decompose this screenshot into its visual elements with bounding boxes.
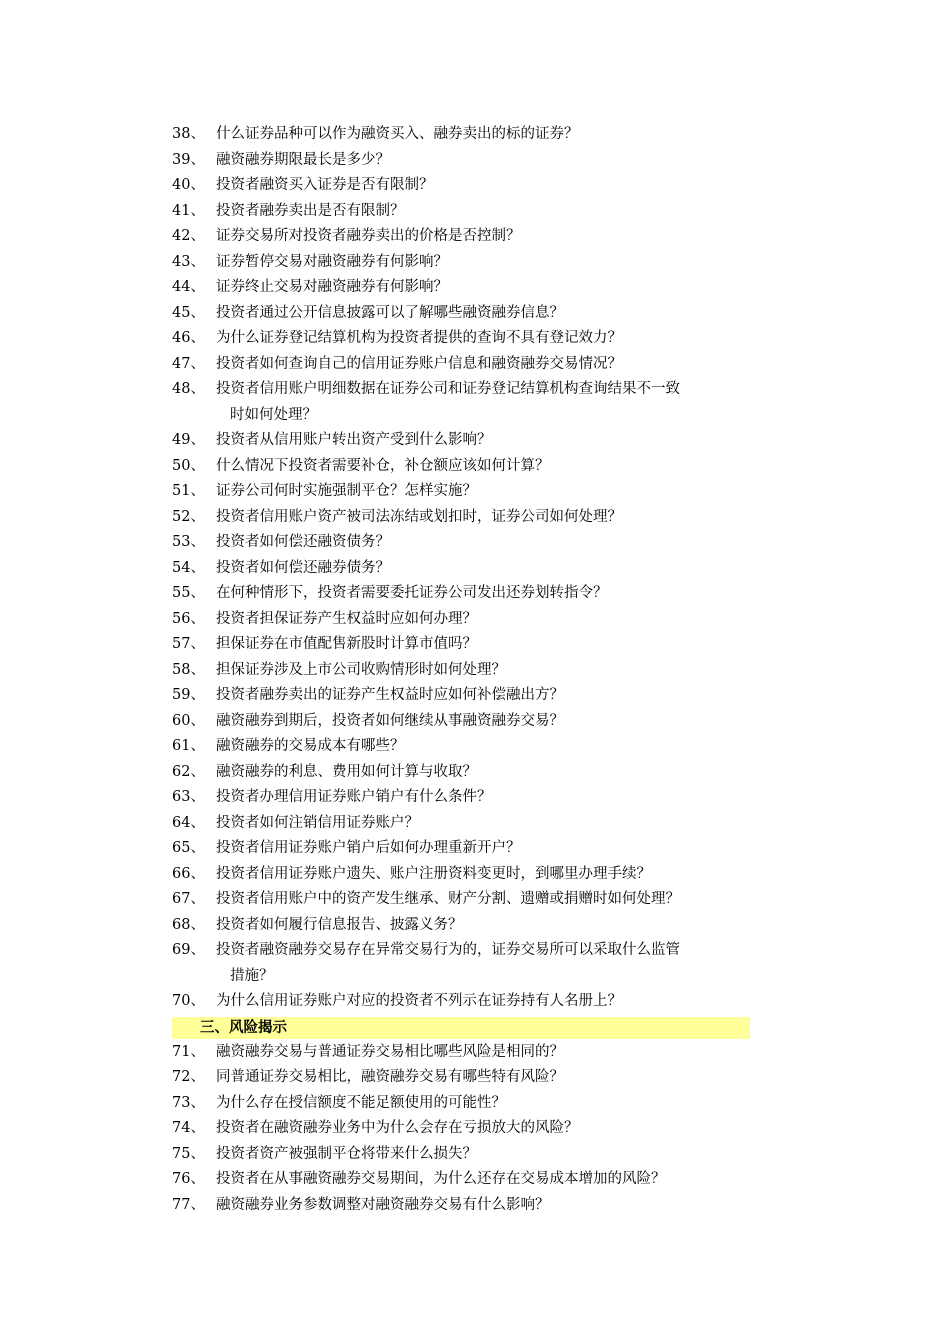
item-question-text: 投资者如何履行信息报告、披露义务？ [216, 916, 463, 933]
item-question [216, 938, 752, 989]
item-number: 77、 [172, 1196, 205, 1213]
item-question-text: 融资融券到期后，投资者如何继续从事融资融券交易？ [216, 712, 564, 729]
list-item [172, 301, 752, 327]
item-question-text: 投资者从信用账户转出资产受到什么影响？ [216, 432, 492, 448]
list-item [172, 938, 752, 989]
item-question [216, 836, 752, 862]
item-question [216, 275, 752, 301]
item-question-continuation: 时如何处理？ [230, 406, 317, 423]
item-question-text: 投资者信用账户资产被司法冻结或划扣时，证券公司如何处理？ [216, 508, 622, 525]
item-question-text: 担保证券涉及上市公司收购情形时如何处理？ [216, 661, 506, 678]
list-item [172, 1193, 752, 1219]
list-item [172, 530, 752, 556]
question-group-risk [172, 1040, 752, 1219]
list-item [172, 734, 752, 760]
list-item [172, 352, 752, 378]
item-question [216, 1116, 752, 1142]
item-question-text: 为什么信用证券账户对应的投资者不列示在证券持有人名册上？ [216, 993, 622, 1009]
item-question [216, 326, 752, 352]
item-question [216, 250, 752, 276]
list-item [172, 250, 752, 276]
item-question [216, 1065, 752, 1091]
item-number: 40、 [172, 177, 205, 193]
list-item [172, 760, 752, 786]
item-number: 71、 [172, 1043, 205, 1060]
list-item [172, 1040, 752, 1066]
item-question-text: 担保证券在市值配售新股时计算市值吗？ [216, 636, 477, 652]
list-item [172, 632, 752, 658]
item-question-text: 投资者融券卖出是否有限制？ [216, 202, 405, 219]
list-item [172, 1116, 752, 1142]
item-number: 70、 [172, 993, 205, 1009]
list-item [172, 173, 752, 199]
item-number: 59、 [172, 687, 205, 703]
list-item [172, 785, 752, 811]
list-item [172, 887, 752, 913]
item-number: 49、 [172, 432, 205, 448]
item-question-text: 投资者办理信用证券账户销户有什么条件？ [216, 789, 492, 805]
item-question [216, 377, 752, 428]
list-item [172, 862, 752, 888]
item-question-text: 什么证券品种可以作为融资买入、融券卖出的标的证券？ [216, 126, 579, 142]
list-item [172, 683, 752, 709]
item-question-text: 投资者融资融券交易存在异常交易行为的，证券交易所可以采取什么监管 [216, 942, 680, 958]
item-question [216, 683, 752, 709]
item-question-text: 投资者如何查询自己的信用证券账户信息和融资融券交易情况？ [216, 355, 622, 372]
item-number: 76、 [172, 1171, 205, 1187]
item-number: 68、 [172, 916, 205, 933]
list-item [172, 1167, 752, 1193]
item-question [216, 352, 752, 378]
item-question [216, 734, 752, 760]
list-item [172, 709, 752, 735]
item-number: 43、 [172, 253, 205, 270]
item-question-text: 投资者信用证券账户销户后如何办理重新开户？ [216, 840, 521, 856]
item-question [216, 428, 752, 454]
list-item [172, 148, 752, 174]
item-question-text: 融资融券期限最长是多少？ [216, 151, 390, 168]
item-question-text: 投资者资产被强制平仓将带来什么损失？ [216, 1145, 477, 1162]
list-item [172, 275, 752, 301]
list-item [172, 836, 752, 862]
list-item [172, 454, 752, 480]
item-question-text: 融资融券业务参数调整对融资融券交易有什么影响？ [216, 1196, 550, 1213]
list-item [172, 428, 752, 454]
item-question [216, 479, 752, 505]
item-number: 65、 [172, 840, 205, 856]
item-question [216, 1142, 752, 1168]
item-question-text: 证券公司何时实施强制平仓？怎样实施？ [216, 483, 477, 499]
item-question [216, 505, 752, 531]
item-question-text: 投资者通过公开信息披露可以了解哪些融资融券信息？ [216, 304, 564, 321]
item-question [216, 913, 752, 939]
item-number: 61、 [172, 738, 205, 754]
item-number: 58、 [172, 661, 205, 678]
list-item [172, 326, 752, 352]
item-number: 50、 [172, 457, 205, 474]
list-item [172, 377, 752, 428]
item-question-text: 投资者担保证券产生权益时应如何办理？ [216, 610, 477, 627]
list-item [172, 122, 752, 148]
item-question-text: 证券终止交易对融资融券有何影响？ [216, 279, 448, 295]
item-number: 64、 [172, 814, 205, 831]
item-number: 54、 [172, 559, 205, 576]
list-item [172, 199, 752, 225]
item-number: 67、 [172, 891, 205, 907]
list-item [172, 1065, 752, 1091]
item-number: 57、 [172, 636, 205, 652]
list-item [172, 581, 752, 607]
item-question [216, 173, 752, 199]
item-question [216, 199, 752, 225]
item-question [216, 122, 752, 148]
item-question [216, 224, 752, 250]
item-question-text: 投资者在融资融券业务中为什么会存在亏损放大的风险？ [216, 1120, 579, 1136]
item-question [216, 658, 752, 684]
item-number: 39、 [172, 151, 205, 168]
item-number: 69、 [172, 942, 205, 958]
item-number: 62、 [172, 763, 205, 780]
item-question [216, 1167, 752, 1193]
item-question-text: 在何种情形下，投资者需要委托证券公司发出还券划转指令？ [216, 585, 608, 601]
list-item [172, 479, 752, 505]
item-question-text: 融资融券的利息、费用如何计算与收取？ [216, 763, 477, 780]
item-question-text: 投资者融券卖出的证券产生权益时应如何补偿融出方？ [216, 687, 564, 703]
question-group-operations [172, 122, 752, 1015]
item-number: 42、 [172, 228, 205, 244]
item-question [216, 1091, 752, 1117]
item-question-text: 投资者如何偿还融资债务？ [216, 534, 390, 550]
item-number: 46、 [172, 330, 205, 346]
item-question [216, 862, 752, 888]
item-number: 75、 [172, 1145, 205, 1162]
item-question-text: 投资者在从事融资融券交易期间，为什么还存在交易成本增加的风险？ [216, 1171, 666, 1187]
item-question [216, 887, 752, 913]
item-question [216, 556, 752, 582]
item-question-text: 融资融券的交易成本有哪些？ [216, 738, 405, 754]
list-item [172, 607, 752, 633]
item-question-text: 为什么证券登记结算机构为投资者提供的查询不具有登记效力？ [216, 330, 622, 346]
item-question [216, 454, 752, 480]
item-question [216, 148, 752, 174]
item-question-text: 为什么存在授信额度不能足额使用的可能性？ [216, 1094, 506, 1111]
item-question-text: 投资者信用账户明细数据在证券公司和证券登记结算机构查询结果不一致 [216, 381, 680, 397]
item-number: 72、 [172, 1069, 205, 1085]
item-number: 66、 [172, 865, 205, 882]
item-question [216, 785, 752, 811]
item-number: 74、 [172, 1120, 205, 1136]
item-question-text: 投资者融资买入证券是否有限制？ [216, 177, 434, 193]
item-number: 53、 [172, 534, 205, 550]
item-number: 63、 [172, 789, 205, 805]
item-number: 55、 [172, 585, 205, 601]
item-question-text: 投资者信用账户中的资产发生继承、财产分割、遗赠或捐赠时如何处理？ [216, 891, 680, 907]
item-question [216, 530, 752, 556]
item-question-text: 投资者如何偿还融券债务？ [216, 559, 390, 576]
item-question [216, 1040, 752, 1066]
item-question [216, 301, 752, 327]
item-question-continuation: 措施？ [230, 967, 274, 984]
item-question [216, 760, 752, 786]
list-item [172, 989, 752, 1015]
item-number: 73、 [172, 1094, 205, 1111]
item-question-text: 同普通证券交易相比，融资融券交易有哪些特有风险？ [216, 1069, 564, 1085]
item-question-text: 投资者如何注销信用证券账户？ [216, 814, 419, 831]
item-question [216, 632, 752, 658]
item-number: 52、 [172, 508, 205, 525]
item-number: 47、 [172, 355, 205, 372]
item-question-text: 证券交易所对投资者融券卖出的价格是否控制？ [216, 228, 521, 244]
section-heading: 三、风险揭示 [172, 1017, 750, 1039]
item-number: 38、 [172, 126, 205, 142]
item-question-text: 融资融券交易与普通证券交易相比哪些风险是相同的？ [216, 1043, 564, 1060]
item-question-text: 什么情况下投资者需要补仓，补仓额应该如何计算？ [216, 457, 550, 474]
item-question [216, 581, 752, 607]
item-number: 44、 [172, 279, 205, 295]
item-question [216, 1193, 752, 1219]
item-question [216, 989, 752, 1015]
item-number: 60、 [172, 712, 205, 729]
item-question-text: 投资者信用证券账户遗失、账户注册资料变更时，到哪里办理手续？ [216, 865, 651, 882]
list-item [172, 224, 752, 250]
item-number: 48、 [172, 381, 205, 397]
item-question [216, 811, 752, 837]
item-number: 41、 [172, 202, 205, 219]
item-number: 51、 [172, 483, 205, 499]
list-item [172, 658, 752, 684]
item-question-text: 证券暂停交易对融资融券有何影响？ [216, 253, 448, 270]
question-list [172, 122, 752, 1218]
list-item [172, 913, 752, 939]
item-question [216, 709, 752, 735]
item-question [216, 607, 752, 633]
item-number: 56、 [172, 610, 205, 627]
list-item [172, 505, 752, 531]
list-item [172, 811, 752, 837]
item-number: 45、 [172, 304, 205, 321]
list-item [172, 1091, 752, 1117]
list-item [172, 1142, 752, 1168]
list-item [172, 556, 752, 582]
